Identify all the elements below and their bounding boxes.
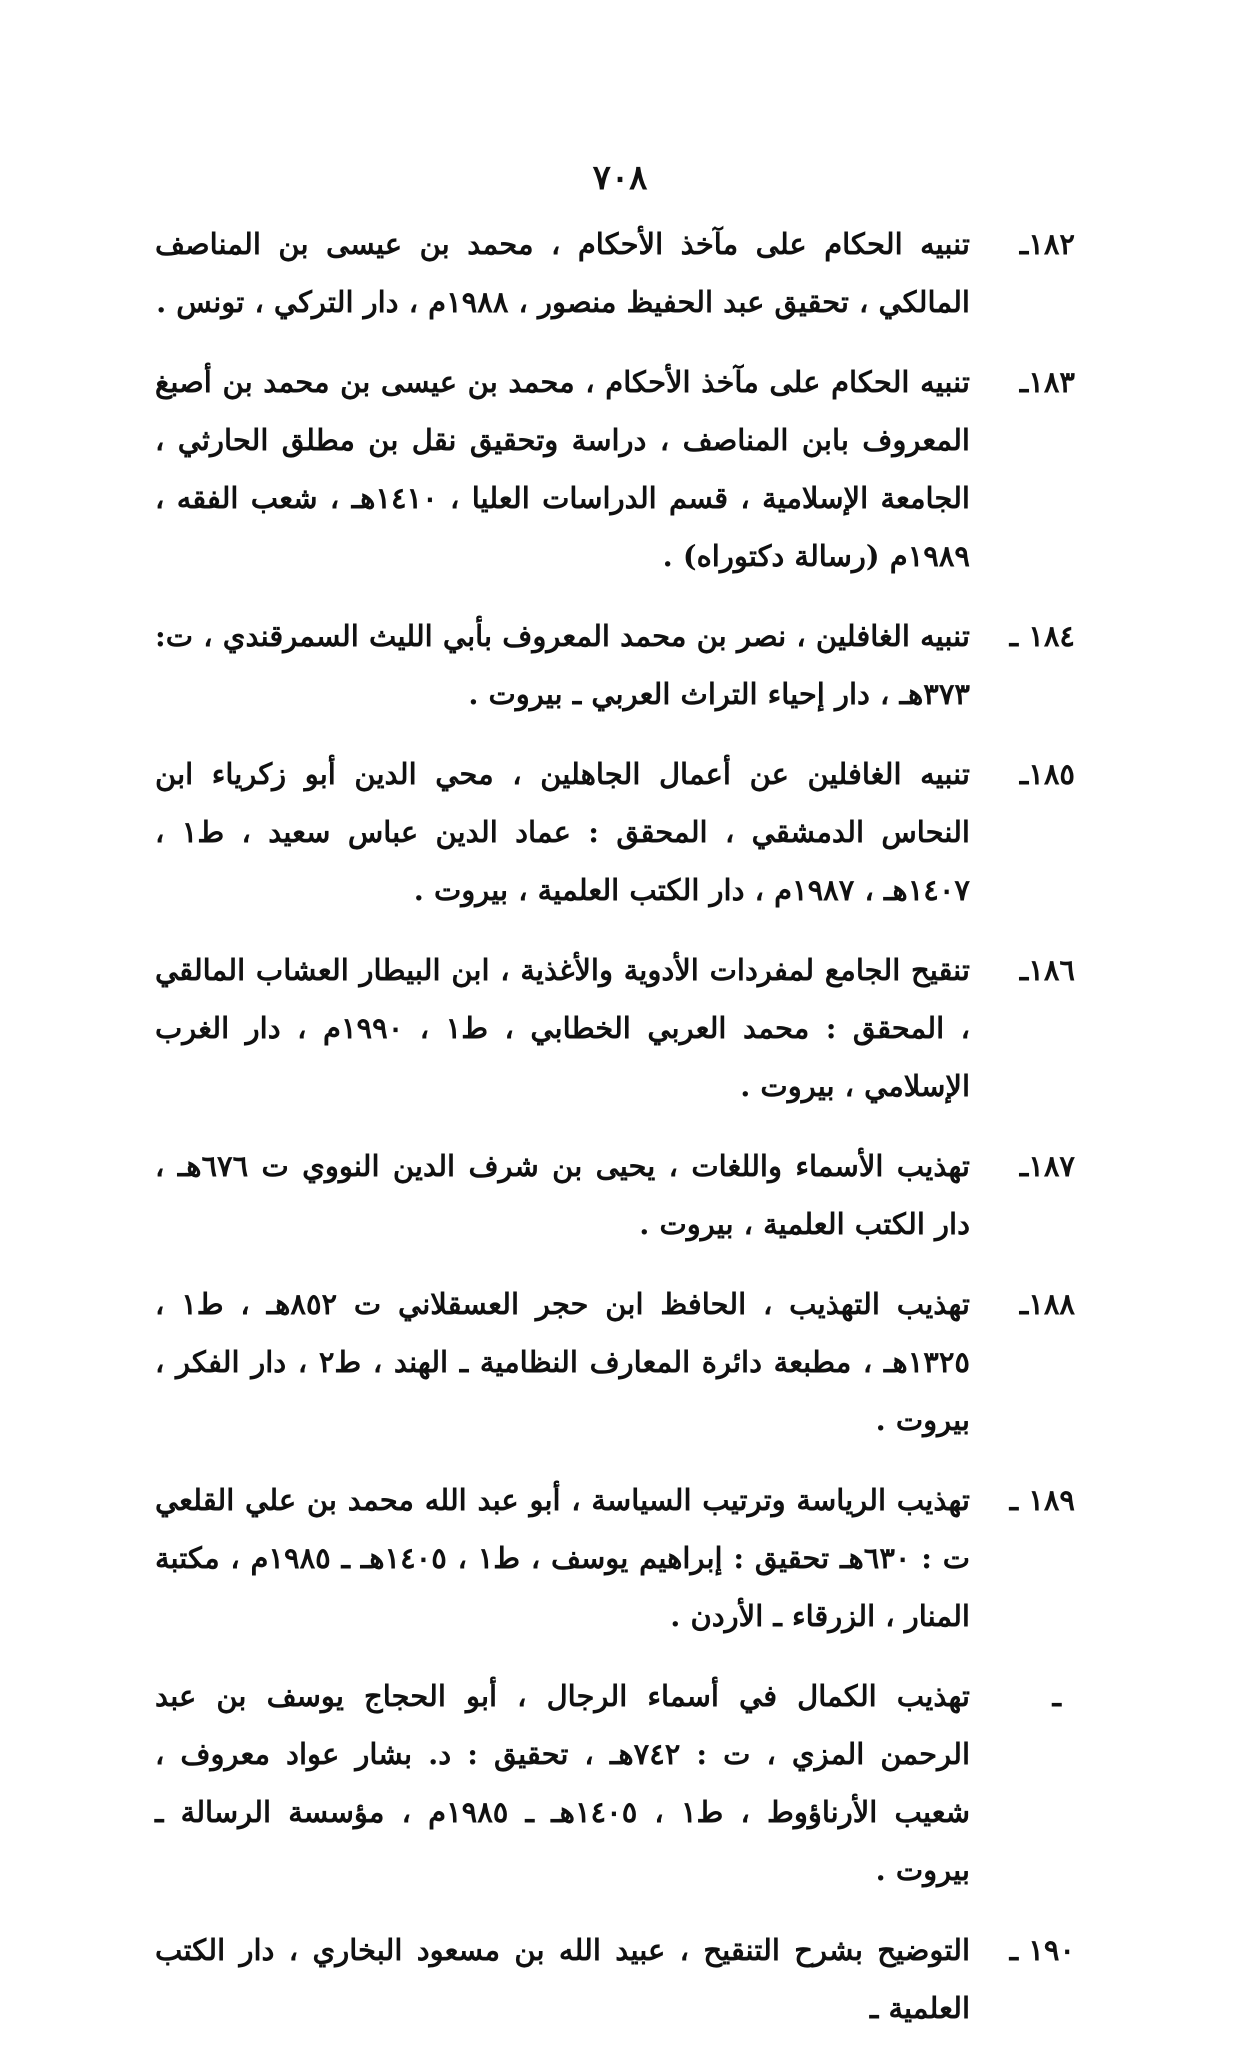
entry-text: تنبيه الغافلين ، نصر بن محمد المعروف بأبي الليث السمرقندي ، ت: ٣٧٣هـ ، دار إحياء التراث العربي ـ بيروت . [155,619,970,711]
bibliography-entry [155,353,1075,585]
entry-number: ١٨٤ ـ [1009,619,1075,653]
bibliography-entry [155,1137,1075,1253]
entry-number: ١٨٦ـ [1019,953,1075,987]
bibliography-entry [155,1921,1075,2037]
bibliography-list [155,215,1075,2059]
bibliography-entry [155,1667,1075,1899]
entry-number: ١٨٩ ـ [1009,1483,1075,1517]
entry-text: تنبيه الحكام على مآخذ الأحكام ، محمد بن عيسى بن محمد بن أصبغ المعروف بابن المناصف ، دراسة وتحقيق نقل بن مطلق الحارثي ، الجامعة الإسلامية ، قسم الدراسات العليا ، ١٤١٠هـ ، شعب الفقه ، ١٩٨٩م (رسالة دكتوراه) . [155,365,970,573]
entry-number: ـ [1052,1679,1061,1713]
entry-text: تنبيه الغافلين عن أعمال الجاهلين ، محي الدين أبو زكرياء ابن النحاس الدمشقي ، المحقق : عماد الدين عباس سعيد ، ط١ ، ١٤٠٧هـ ، ١٩٨٧م ، دار الكتب العلمية ، بيروت . [155,757,970,907]
entry-text: تهذيب الرياسة وترتيب السياسة ، أبو عبد الله محمد بن علي القلعي ت : ٦٣٠هـ تحقيق : إبراهيم يوسف ، ط١ ، ١٤٠٥هـ ـ ١٩٨٥م ، مكتبة المنار ، الزرقاء ـ الأردن . [155,1483,970,1633]
entry-text: تهذيب الكمال في أسماء الرجال ، أبو الحجاج يوسف بن عبد الرحمن المزي ، ت : ٧٤٢هـ ، تحقيق : د. بشار عواد معروف ، شعيب الأرناؤوط ، ط١ ، ١٤٠٥هـ ـ ١٩٨٥م ، مؤسسة الرسالة ـ بيروت . [155,1679,971,1887]
entry-text: تنقيح الجامع لمفردات الأدوية والأغذية ، ابن البيطار العشاب المالقي ، المحقق : محمد العربي الخطابي ، ط١ ، ١٩٩٠م ، دار الغرب الإسلامي ، بيروت . [155,953,971,1103]
bibliography-entry [155,215,1075,331]
entry-number: ١٨٣ـ [1019,365,1075,399]
entry-number: ١٨٧ـ [1019,1149,1075,1183]
bibliography-entry [155,607,1075,723]
bibliography-entry [155,745,1075,919]
entry-number: ١٨٢ـ [1019,227,1075,261]
page-number: ٧٠٨ [592,158,648,198]
bibliography-entry [155,1275,1075,1449]
bibliography-entry [155,941,1075,1115]
bibliography-entry [155,1471,1075,1645]
entry-text: التوضيح بشرح التنقيح ، عبيد الله بن مسعود البخاري ، دار الكتب العلمية ـ [155,1933,970,2025]
entry-text: تهذيب التهذيب ، الحافظ ابن حجر العسقلاني ت ٨٥٢هـ ، ط١ ، ١٣٢٥هـ ، مطبعة دائرة المعارف النظامية ـ الهند ، ط٢ ، دار الفكر ، بيروت . [155,1287,970,1437]
entry-number: ١٩٠ ـ [1009,1933,1075,1967]
entry-number: ١٨٨ـ [1019,1287,1075,1321]
entry-number: ١٨٥ـ [1019,757,1075,791]
entry-text: تهذيب الأسماء واللغات ، يحيى بن شرف الدين النووي ت ٦٧٦هـ ، دار الكتب العلمية ، بيروت . [155,1149,970,1241]
entry-text: تنبيه الحكام على مآخذ الأحكام ، محمد بن عيسى بن المناصف المالكي ، تحقيق عبد الحفيظ منصور ، ١٩٨٨م ، دار التركي ، تونس . [155,227,970,319]
